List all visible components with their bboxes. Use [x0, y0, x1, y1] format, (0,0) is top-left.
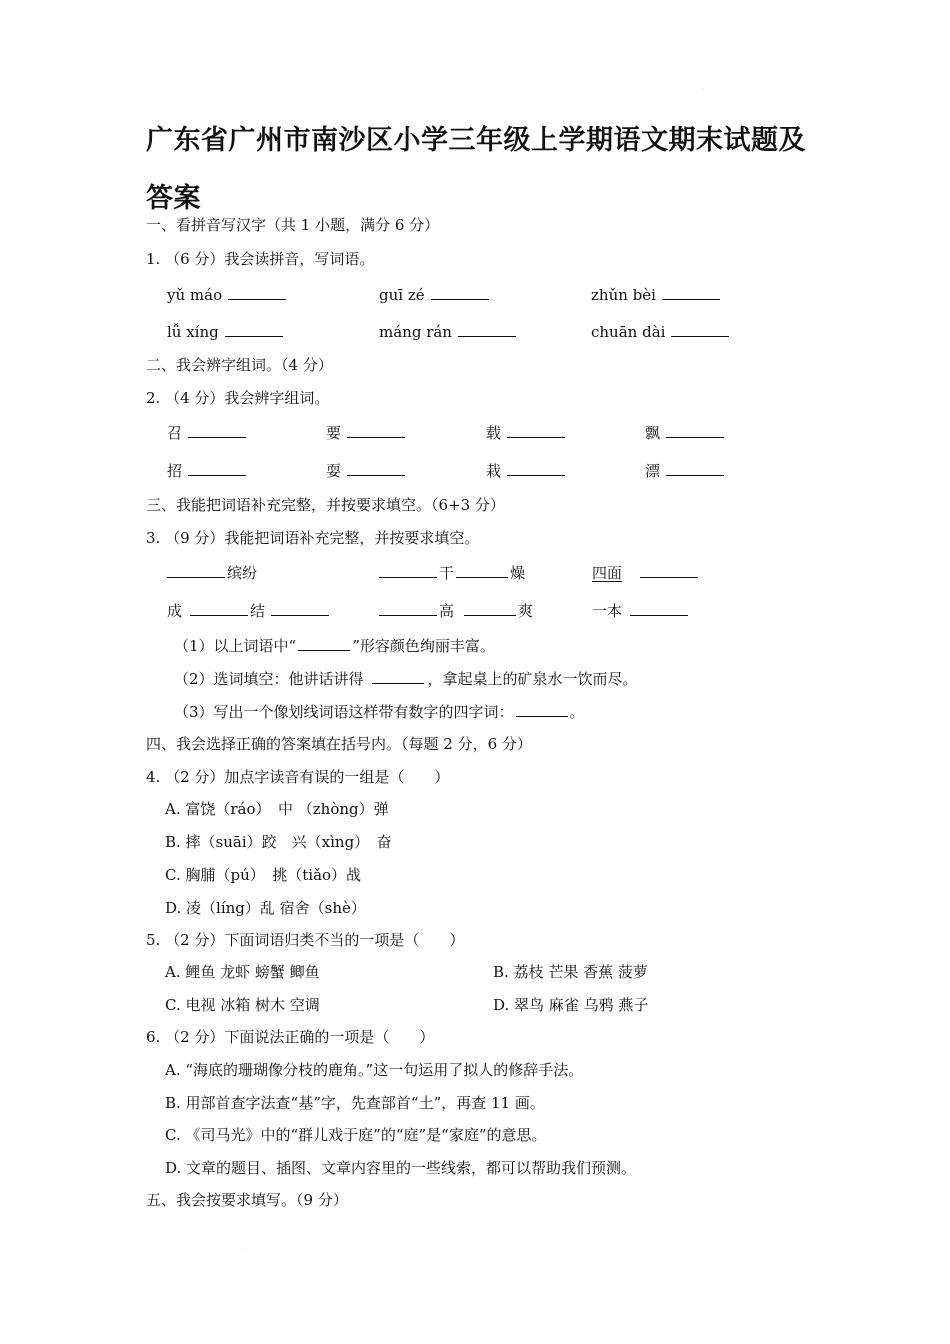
q4-option-c[interactable]: C. 胸脯（pú） 挑（tiǎo）战 [165, 866, 362, 884]
answer-blank[interactable] [347, 423, 405, 438]
pinyin-text: lǚ xíng [167, 323, 219, 341]
char-text: 要 [326, 424, 342, 442]
idiom-item-4 [167, 600, 329, 622]
q6-option-d[interactable]: D. 文章的题目、插图、文章内容里的一些线索，都可以帮助我们预测。 [165, 1159, 637, 1177]
answer-blank[interactable] [456, 563, 508, 578]
idiom-text: 燥 [510, 564, 526, 582]
char-text: 飘 [645, 424, 661, 442]
sub-question-text: （2）选词填空：他讲话讲得 [174, 670, 364, 688]
q5-option-c[interactable]: C. 电视 冰箱 树木 空调 [165, 996, 320, 1014]
q5-option-d[interactable]: D. 翠鸟 麻雀 乌鸦 燕子 [493, 996, 649, 1014]
sub-question-text: （3）写出一个像划线词语这样带有数字的四字词： [174, 703, 514, 721]
char-text: 招 [167, 462, 183, 480]
answer-blank[interactable] [225, 322, 283, 337]
char-item-2 [326, 422, 405, 444]
answer-blank[interactable] [298, 636, 350, 651]
idiom-text: 爽 [518, 602, 534, 620]
answer-blank[interactable] [507, 461, 565, 476]
question-5: 5. （2 分）下面词语归类不当的一项是（ ） [146, 931, 465, 949]
answer-blank[interactable] [188, 461, 246, 476]
pinyin-text: zhǔn bèi [591, 286, 656, 304]
idiom-text: 高 [439, 602, 455, 620]
q5-option-b[interactable]: B. 荔枝 芒果 香蕉 菠萝 [493, 963, 648, 981]
answer-blank[interactable] [379, 601, 437, 616]
answer-blank[interactable] [379, 563, 437, 578]
sub-question-text: ，拿起桌上的矿泉水一饮而尽。 [427, 670, 638, 688]
answer-blank[interactable] [666, 461, 724, 476]
sub-question-1 [174, 635, 495, 657]
answer-blank[interactable] [372, 669, 424, 684]
sub-question-text: ”形容颜色绚丽丰富。 [352, 637, 495, 655]
question-1: 1. （6 分）我会读拼音，写词语。 [146, 250, 375, 268]
answer-blank[interactable] [662, 285, 720, 300]
section-3-heading: 三、我能把词语补充完整，并按要求填空。（6+3 分） [146, 496, 505, 514]
answer-blank[interactable] [458, 322, 516, 337]
q6-option-b[interactable]: B. 用部首查字法查“基”字，先查部首“土”，再查 11 画。 [165, 1094, 545, 1112]
answer-blank[interactable] [431, 285, 489, 300]
idiom-text: 成 [167, 602, 183, 620]
pinyin-item-2 [379, 284, 489, 306]
scan-dot: · [243, 1247, 245, 1254]
question-3: 3. （9 分）我能把词语补充完整，并按要求填空。 [146, 529, 480, 547]
answer-blank[interactable] [671, 322, 729, 337]
q4-option-b[interactable]: B. 摔（suāi）跤 兴（xìng） 奋 [165, 833, 392, 851]
idiom-item-6 [592, 600, 688, 622]
sub-question-3 [174, 701, 585, 723]
idiom-item-1 [167, 562, 257, 584]
char-item-4 [645, 422, 724, 444]
question-2: 2. （4 分）我会辨字组词。 [146, 389, 330, 407]
answer-blank[interactable] [464, 601, 516, 616]
answer-blank[interactable] [516, 702, 568, 717]
q4-option-d[interactable]: D. 凌（líng）乱 宿舍（shè） [165, 899, 366, 917]
idiom-text: 缤纷 [227, 564, 258, 582]
idiom-item-2 [379, 562, 525, 584]
char-item-7 [486, 460, 565, 482]
section-2-heading: 二、我会辨字组词。（4 分） [146, 356, 333, 374]
pinyin-text: chuān dài [591, 323, 666, 341]
answer-blank[interactable] [190, 601, 248, 616]
char-item-1 [167, 422, 246, 444]
answer-blank[interactable] [271, 601, 329, 616]
section-4-heading: 四、我会选择正确的答案填在括号内。（每题 2 分，6 分） [146, 735, 532, 753]
char-text: 栽 [486, 462, 502, 480]
pinyin-item-1 [167, 284, 286, 306]
char-item-5 [167, 460, 246, 482]
sub-question-text: （1）以上词语中“ [174, 637, 297, 655]
answer-blank[interactable] [167, 563, 225, 578]
pinyin-text: guī zé [379, 286, 425, 304]
question-4: 4. （2 分）加点字读音有误的一组是（ ） [146, 768, 450, 786]
question-6: 6. （2 分）下面说法正确的一项是（ ） [146, 1028, 435, 1046]
idiom-text: 结 [250, 602, 266, 620]
char-text: 耍 [326, 462, 342, 480]
char-text: 载 [486, 424, 502, 442]
answer-blank[interactable] [640, 563, 698, 578]
answer-blank[interactable] [630, 601, 688, 616]
answer-blank[interactable] [666, 423, 724, 438]
char-text: 漂 [645, 462, 661, 480]
idiom-text: 一本 [592, 602, 623, 620]
pinyin-item-3 [591, 284, 720, 306]
sub-question-text: 。 [569, 703, 585, 721]
pinyin-text: máng rán [379, 323, 452, 341]
pinyin-item-5 [379, 321, 516, 343]
answer-blank[interactable] [228, 285, 286, 300]
q6-option-c[interactable]: C. 《司马光》中的“群儿戏于庭”的“庭”是“家庭”的意思。 [165, 1126, 547, 1144]
char-item-3 [486, 422, 565, 444]
char-item-6 [326, 460, 405, 482]
scan-dot: · [703, 86, 705, 93]
pinyin-item-6 [591, 321, 729, 343]
pinyin-item-4 [167, 321, 283, 343]
answer-blank[interactable] [347, 461, 405, 476]
q4-option-a[interactable]: A. 富饶（ráo） 中 （zhòng）弹 [165, 800, 389, 818]
underlined-idiom-text: 四面 [592, 564, 623, 582]
q6-option-a[interactable]: A. “海底的珊瑚像分枝的鹿角。”这一句运用了拟人的修辞手法。 [165, 1061, 584, 1079]
answer-blank[interactable] [188, 423, 246, 438]
idiom-text: 干 [439, 564, 455, 582]
idiom-item-5 [379, 600, 533, 622]
q5-option-a[interactable]: A. 鲤鱼 龙虾 螃蟹 鲫鱼 [165, 963, 320, 981]
pinyin-text: yǔ máo [167, 286, 223, 304]
answer-blank[interactable] [507, 423, 565, 438]
char-item-8 [645, 460, 724, 482]
section-1-heading: 一、看拼音写汉字（共 1 小题，满分 6 分） [146, 216, 440, 234]
section-5-heading: 五、我会按要求填写。（9 分） [146, 1191, 348, 1209]
char-text: 召 [167, 424, 183, 442]
idiom-item-3 [592, 562, 698, 584]
sub-question-2 [174, 668, 638, 690]
page-title: 广东省广州市南沙区小学三年级上学期语文期末试题及答案 [146, 125, 806, 214]
